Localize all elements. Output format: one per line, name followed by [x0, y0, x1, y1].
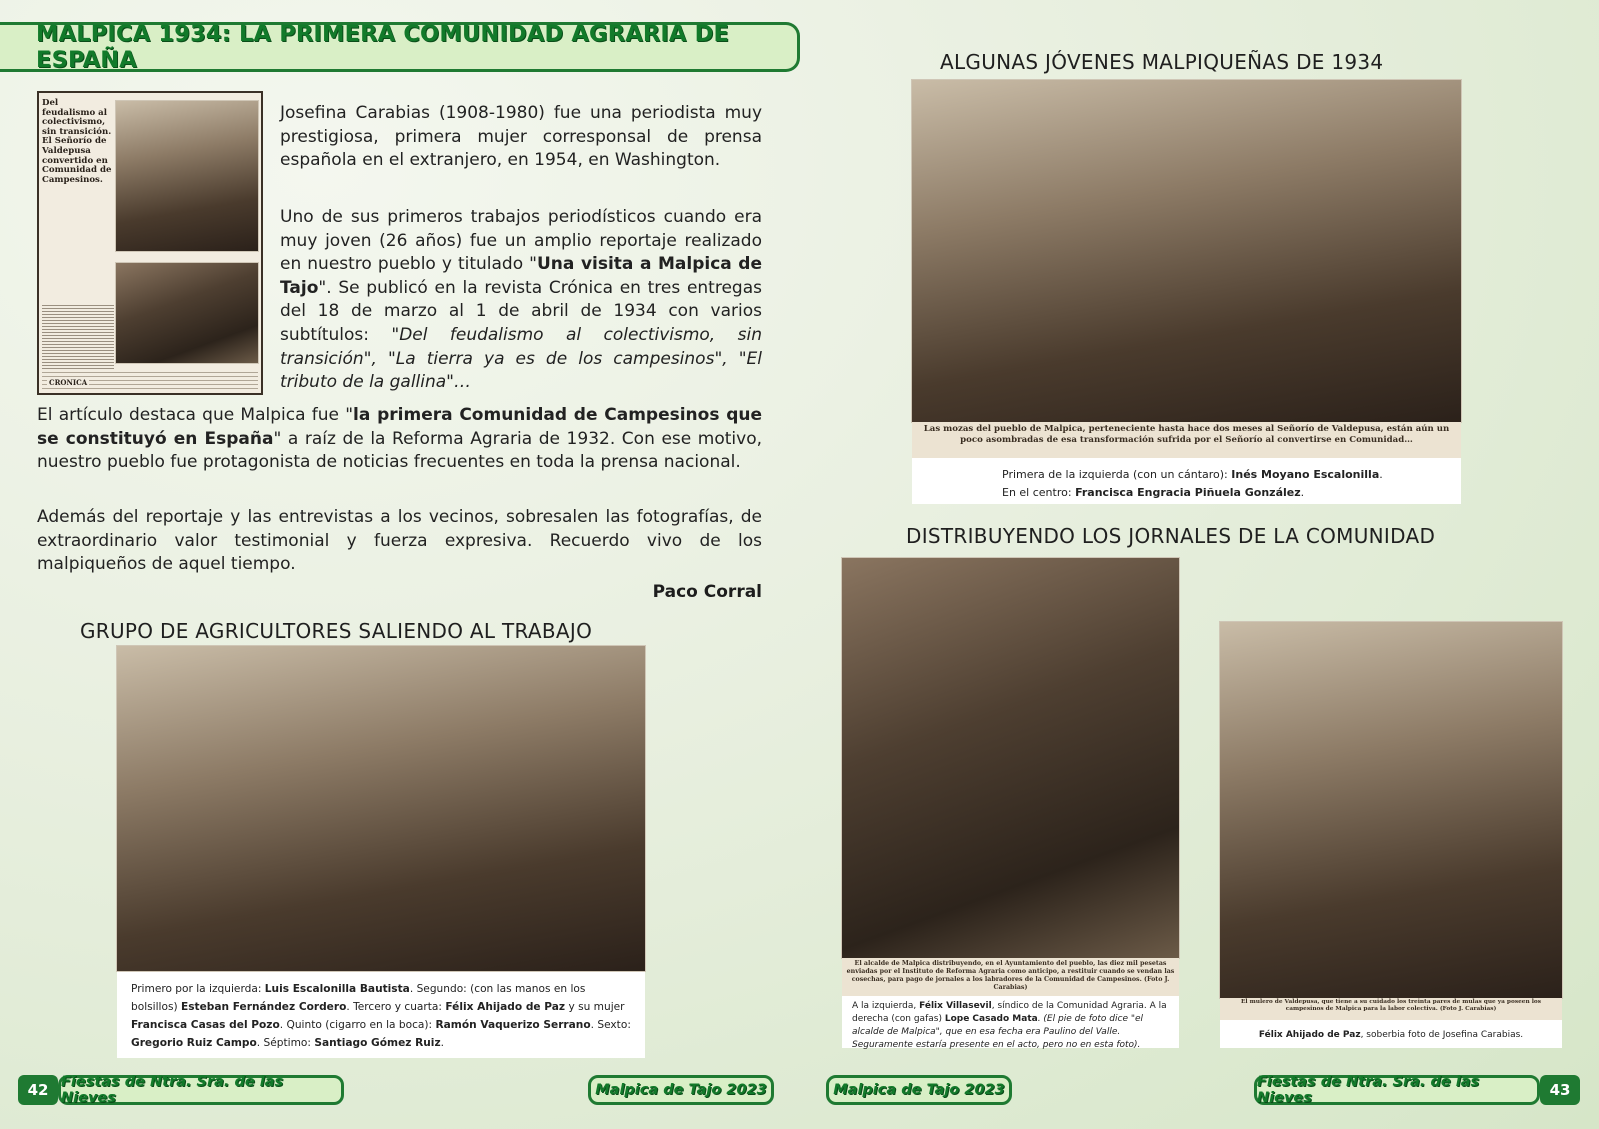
page-number-left: 42: [18, 1075, 58, 1105]
girls-caption-line-1: Primera de la izquierda (con un cántaro): Inés Moyano Escalonilla.: [1002, 468, 1383, 481]
article-subtitles: "Del feudalismo al colectivismo, sin transición", "La tierra ya es de los campesinos", "El tributo de la gallina"…: [280, 324, 762, 393]
farmers-caption-box: [117, 972, 645, 1058]
footer-malpica-right: Malpica de Tajo 2023: [826, 1075, 1012, 1105]
wages-heading: DISTRIBUYENDO LOS JORNALES DE LA COMUNIDAD: [906, 524, 1436, 548]
clipping-headline: Del feudalismo al colectivismo, sin transición. El Señorío de Valdepusa convertido en Comunidad de Campesinos.: [42, 98, 112, 185]
wages-old-caption: El alcalde de Malpica distribuyendo, en el Ayuntamiento del pueblo, las diez mil pesetas enviadas por el Instituto de Reforma Agraria como anticipo, a restituir cuando se vendan las cosechas, para pago de jornales a los labradores de la Comunidad de Campesinos. (Foto J. Carabias): [846, 960, 1175, 991]
wages-caption-box: [842, 996, 1179, 1048]
article-paragraph-1: Josefina Carabias (1908-1980) fue una periodista muy prestigiosa, primera mujer corresponsal de prensa española en el extranjero, en 1954, en Washington.: [280, 103, 762, 171]
article-author: Paco Corral: [652, 582, 762, 602]
farmers-photo: [117, 646, 645, 971]
portrait-old-caption: El mulero de Valdepusa, que tiene a su cuidado los treinta pares de mulas que ya poseen los campesinos de Malpica para la labor colectiva. (Foto J. Carabias): [1240, 999, 1542, 1012]
girls-old-caption-box: [912, 422, 1461, 458]
footer-malpica-left: Malpica de Tajo 2023: [588, 1075, 774, 1105]
article-paragraph-4: Además del reportaje y las entrevistas a los vecinos, sobresalen las fotografías, de extraordinario valor testimonial y fuerza expresiva. Recuerdo vivo de los malpiqueños de aquel tiempo.: [37, 507, 762, 575]
footer-fiestas-right: Fiestas de Ntra. Sra. de las Nieves: [1254, 1075, 1540, 1105]
page-title-banner: [0, 22, 800, 72]
farmers-caption: Primero por la izquierda: Luis Escalonilla Bautista. Segundo: (con las manos en los bolsillos) Esteban Fernández Cordero. Tercero y cuarta: Félix Ahijado de Paz y su mujer Francisca Casas del Pozo. Quinto (cigarro en la boca): Ramón Vaquerizo Serrano. Sexto: Gregorio Ruiz Campo. Séptimo: Santiago Gómez Ruiz.: [131, 983, 631, 1049]
portrait-photo: [1220, 622, 1562, 998]
portrait-old-caption-box: [1220, 998, 1562, 1020]
wages-photo: [842, 558, 1179, 958]
portrait-caption: Félix Ahijado de Paz, soberbia foto de Josefina Carabias.: [1258, 1030, 1524, 1040]
wages-caption: A la izquierda, Félix Villasevil, síndico de la Comunidad Agraria. A la derecha (con gafas) Lope Casado Mata. (El pie de foto dice "el alcalde de Malpica", que en esa fecha era Paulino del Valle. Seguramente estaría presente en el acto, pero no en esta foto).: [852, 1001, 1167, 1050]
article-paragraph-3: El artículo destaca que Malpica fue "la primera Comunidad de Campesinos que se constituyó en España" a raíz de la Reforma Agraria de 1932. Con ese motivo, nuestro pueblo fue protagonista de noticias frecuentes en toda la prensa nacional.: [37, 405, 763, 473]
girls-caption-line-2: En el centro: Francisca Engracia Piñuela González.: [1002, 486, 1305, 499]
clipping-photo-man-tree: [116, 263, 258, 363]
portrait-caption-box: [1220, 1020, 1562, 1048]
girls-old-caption: Las mozas del pueblo de Malpica, perteneciente hasta hace dos meses al Señorío de Valdepusa, están aún un poco asombradas de esa transformación sufrida por el Señorío al convertirse en Comunidad…: [923, 424, 1450, 445]
newspaper-clipping: [37, 91, 263, 395]
clipping-photo-women-washing: [116, 101, 258, 251]
article-title-bold: Una visita a Malpica de Tajo: [280, 254, 763, 298]
farmers-heading: GRUPO DE AGRICULTORES SALIENDO AL TRABAJO: [80, 619, 593, 643]
footer-fiestas-left: Fiestas de Ntra. Sra. de las Nieves: [58, 1075, 344, 1105]
clipping-footer-label: CRONICA: [49, 378, 88, 387]
girls-heading: ALGUNAS JÓVENES MALPIQUEÑAS DE 1934: [940, 50, 1384, 74]
article-paragraph-2: Uno de sus primeros trabajos periodísticos cuando era muy joven (26 años) fue un amplio reportaje realizado en nuestro pueblo y titulado "Una visita a Malpica de Tajo". Se publicó en la revista Crónica en tres entregas del 18 de marzo al 1 de abril de 1934 con varios subtítulos: "Del feudalismo al colectivismo, sin transición", "La tierra ya es de los campesinos", "El tributo de la gallina"…: [280, 207, 763, 393]
girls-photo: [912, 80, 1461, 422]
page-number-right: 43: [1540, 1075, 1580, 1105]
page-title: MALPICA 1934: LA PRIMERA COMUNIDAD AGRARIA DE ESPAÑA: [36, 21, 730, 73]
girls-caption-box: [912, 458, 1461, 504]
wages-old-caption-box: [842, 958, 1179, 996]
